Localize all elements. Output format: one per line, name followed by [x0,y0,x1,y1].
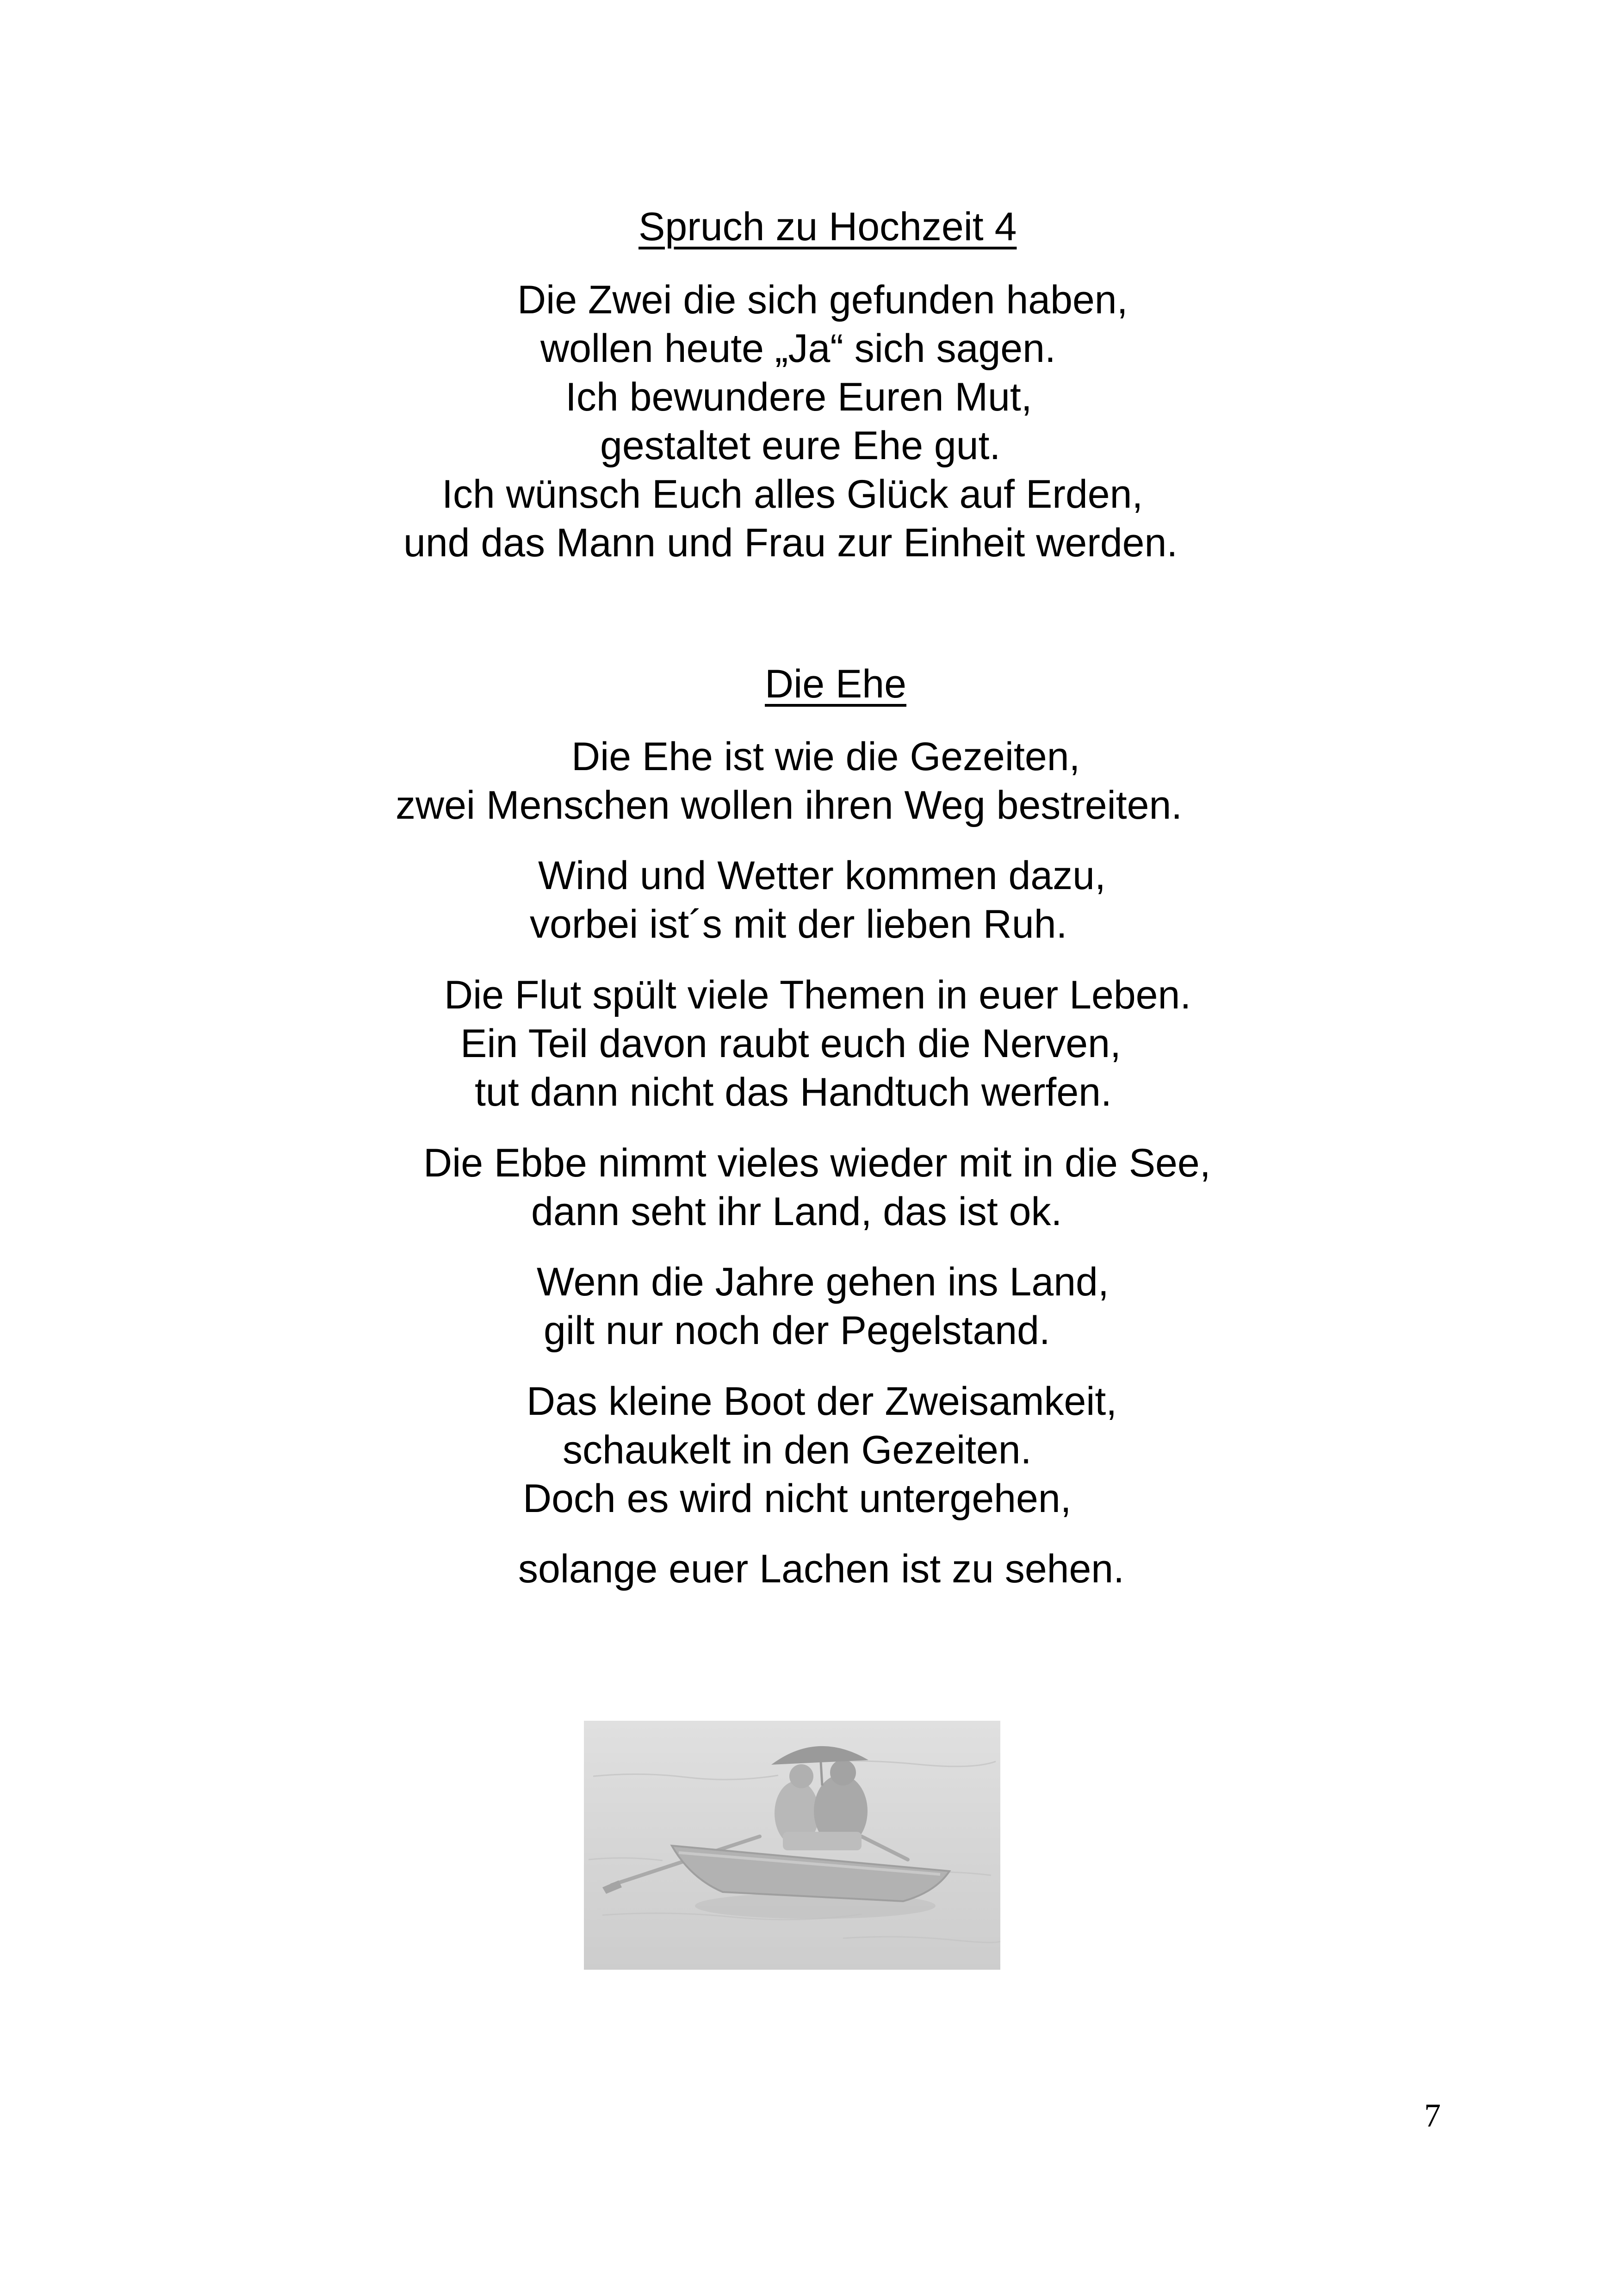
poem1-line: wollen heute „Ja“ sich sagen. [540,326,1056,371]
poem2-title: Die Ehe [765,662,906,706]
poem1-title: Spruch zu Hochzeit 4 [639,205,1017,249]
poem2-line: tut dann nicht das Handtuch werfen. [475,1070,1112,1114]
poem2-line: zwei Menschen wollen ihren Weg bestreiten. [396,783,1183,828]
poem2-line: Die Ebbe nimmt vieles wieder mit in die See, [423,1141,1211,1185]
page-number: 7 [1424,2097,1441,2134]
poem2-line: vorbei ist´s mit der lieben Ruh. [530,902,1067,946]
poem2-line: dann seht ihr Land, das ist ok. [531,1189,1062,1234]
poem2-line: Ein Teil davon raubt euch die Nerven, [460,1021,1121,1066]
poem1-line: Die Zwei die sich gefunden haben, [517,278,1128,322]
poem2-line: Doch es wird nicht untergehen, [523,1476,1072,1521]
poem1-line: Ich wünsch Euch alles Glück auf Erden, [442,472,1143,516]
poem2-line: schaukelt in den Gezeiten. [563,1428,1032,1472]
poem2-line: Das kleine Boot der Zweisamkeit, [527,1379,1117,1424]
poem2-line: Wind und Wetter kommen dazu, [538,853,1106,898]
poem2-line: Die Flut spült viele Themen in euer Leben. [444,973,1191,1017]
poem2-line: Die Ehe ist wie die Gezeiten, [571,734,1080,779]
poem2-line: Wenn die Jahre gehen ins Land, [537,1260,1109,1304]
poem1-line: und das Mann und Frau zur Einheit werden. [403,521,1178,565]
rowing-boat-couple-umbrella-icon [584,1721,1000,1970]
poem2-line: gilt nur noch der Pegelstand. [544,1308,1050,1353]
poem2-line: solange euer Lachen ist zu sehen. [518,1547,1125,1591]
poem1-line: gestaltet eure Ehe gut. [600,423,1001,468]
poem1-line: Ich bewundere Euren Mut, [565,375,1032,419]
